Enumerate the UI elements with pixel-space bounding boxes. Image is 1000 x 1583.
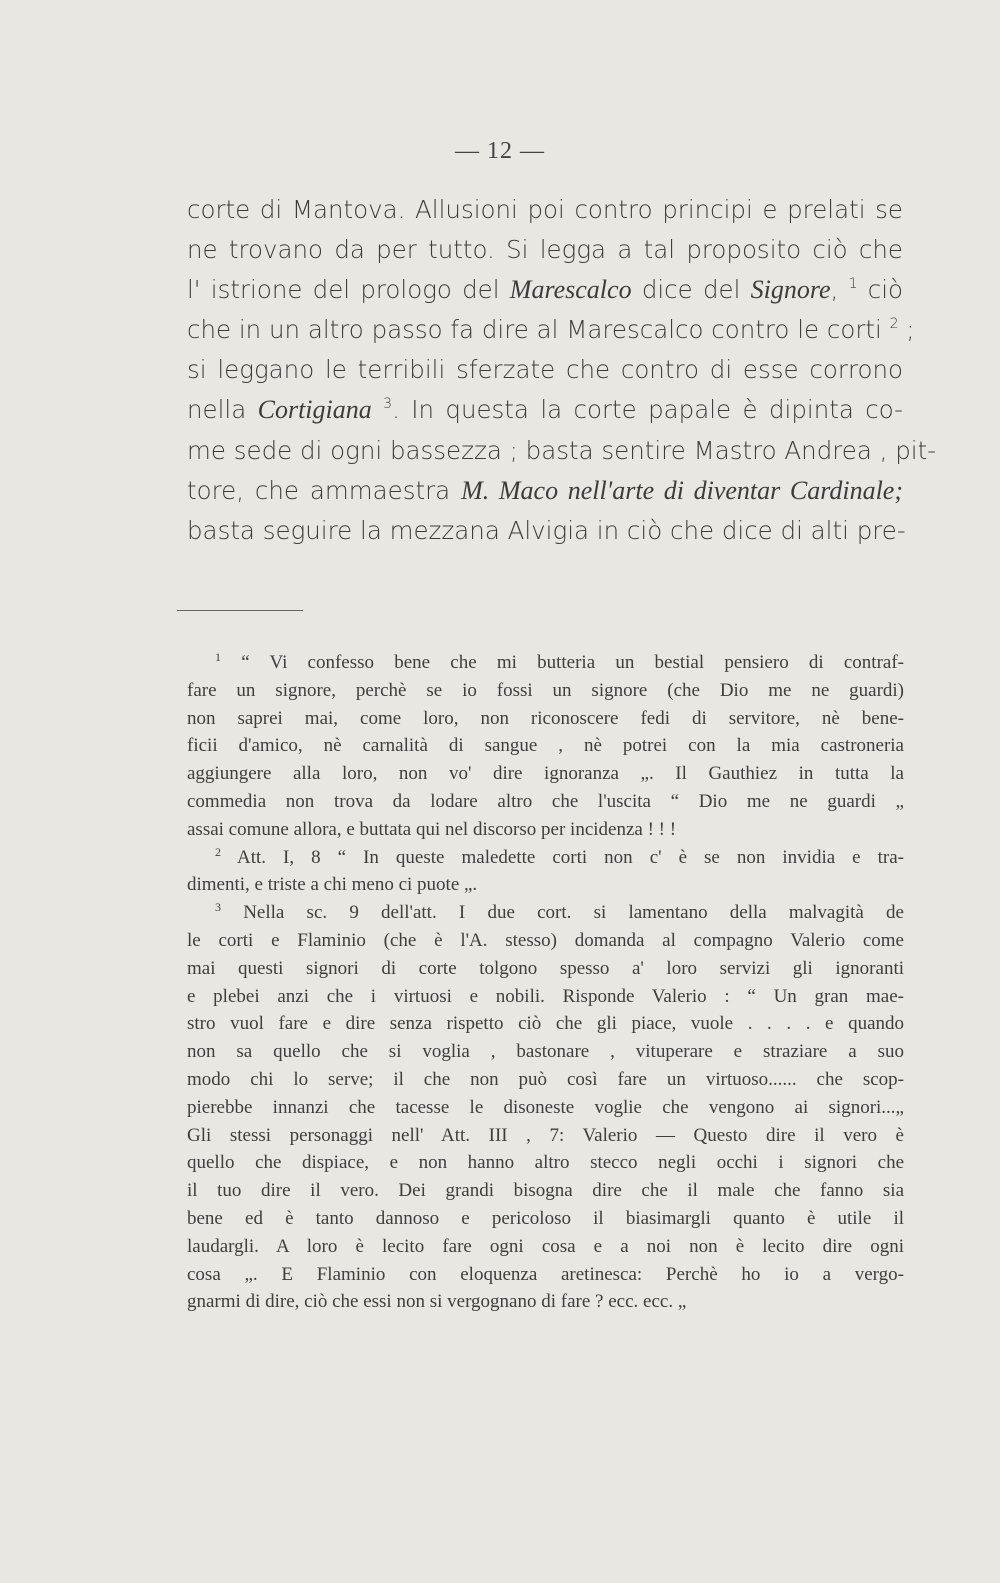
- italic-word: Signore: [750, 275, 831, 305]
- text-line: basta seguire la mezzana Alvigia in ciò che dice di alti pre-: [187, 515, 906, 545]
- footnote-ref: 2: [889, 316, 899, 333]
- main-text: [187, 190, 937, 551]
- text-line: l' istrione del prologo del Marescalco dice del Signore, $^1$ ciò: [187, 275, 904, 305]
- footnote-line: mai questi signori di corte tolgono spesso a' loro servizi gli ignoranti: [187, 957, 904, 979]
- footnote-line: pierebbe innanzi che tacesse le disoneste voglie che vengono ai signori...„: [187, 1096, 904, 1118]
- footnote-ref: 3: [383, 396, 393, 413]
- text-line: nella Cortigiana $^3$. In questa la corte papale è dipinta co-: [187, 395, 903, 425]
- text-line: si leggano le terribili sferzate che contro di esse corrono: [187, 355, 903, 385]
- footnote-line: le corti e Flaminio (che è l'A. stesso) domanda al compagno Valerio come: [187, 929, 904, 951]
- footnote-line: quello che dispiace, e non hanno altro stecco negli occhi i signori che: [187, 1152, 904, 1174]
- footnote-line: aggiungere alla loro, non vo' dire ignoranza „. Il Gauthiez in tutta la: [187, 763, 904, 785]
- footnote-line: commedia non trova da lodare altro che l'uscita “ Dio me ne guardi „: [187, 790, 904, 812]
- text-line: ne trovano da per tutto. Si legga a tal proposito ciò che: [187, 235, 903, 265]
- text-line: che in un altro passo fa dire al Marescalco contro le corti $^2$ ;: [187, 315, 915, 345]
- footnote-line: Gli stessi personaggi nell' Att. III , 7: Valerio — Questo dire il vero è: [187, 1124, 904, 1146]
- text-line: me sede di ogni bassezza ; basta sentire Mastro Andrea , pit-: [187, 435, 937, 465]
- footnotes: [187, 649, 904, 1316]
- footnote-separator: [177, 610, 303, 611]
- footnote-line: e plebei anzi che i virtuosi e nobili. Risponde Valerio : “ Un gran mae-: [187, 985, 904, 1007]
- footnote-line: $^2$ Att. I, 8 “ In queste maledette corti non c' è se non invidia e tra-: [215, 844, 904, 868]
- text-line: tore, che ammaestra M. Maco nell'arte di diventar Cardinale;: [187, 475, 904, 505]
- footnote-number: 3: [215, 900, 221, 915]
- footnote-line: non saprei mai, come loro, non riconoscere fedi di servitore, nè bene-: [187, 707, 904, 729]
- footnote-line: assai comune allora, e buttata qui nel discorso per incidenza ! ! !: [187, 818, 677, 840]
- footnote-line: non sa quello che si voglia , bastonare , vituperare e straziare a suo: [187, 1041, 904, 1063]
- footnote-line: fare un signore, perchè se io fossi un signore (che Dio me ne guardi): [187, 679, 904, 701]
- footnote-line: il tuo dire il vero. Dei grandi bisogna dire che il male che fanno sia: [187, 1180, 904, 1202]
- footnote-number: 2: [215, 844, 221, 859]
- footnote-line: bene ed è tanto dannoso e pericoloso il biasimargli quanto è utile il: [187, 1207, 904, 1229]
- italic-title: M. Maco nell'arte di diventar Cardinale;: [461, 475, 904, 505]
- footnote-line: $^3$ Nella sc. 9 dell'att. I due cort. si lamentano della malvagità de: [215, 900, 904, 924]
- footnote-line: modo chi lo serve; il che non può così fare un virtuoso...... che scop-: [187, 1068, 904, 1090]
- footnote-line: ficii d'amico, nè carnalità di sangue , nè potrei con la mia castroneria: [187, 735, 904, 757]
- footnote-line: $^1$ “ Vi confesso bene che mi butteria un bestial pensiero di contraf-: [215, 650, 904, 673]
- footnote-number: 1: [215, 650, 221, 664]
- text-line: corte di Mantova. Allusioni poi contro principi e prelati se: [187, 195, 903, 224]
- footnote-line: stro vuol fare e dire senza rispetto ciò che gli piace, vuole . . . . e quando: [187, 1013, 904, 1035]
- footnote-line: gnarmi di dire, ciò che essi non si vergognano di fare ? ecc. ecc. „: [187, 1291, 687, 1313]
- italic-title: Cortigiana: [257, 395, 372, 425]
- page-number: — 12 —: [455, 138, 545, 164]
- footnote-ref: 1: [848, 276, 858, 293]
- footnote-line: cosa „. E Flaminio con eloquenza aretinesca: Perchè ho io a vergo-: [187, 1263, 904, 1285]
- footnote-line: laudargli. A loro è lecito fare ogni cosa e a noi non è lecito dire ogni: [187, 1235, 904, 1257]
- footnote-line: dimenti, e triste a chi meno ci puote „.: [187, 874, 478, 896]
- italic-title: Marescalco: [509, 275, 632, 305]
